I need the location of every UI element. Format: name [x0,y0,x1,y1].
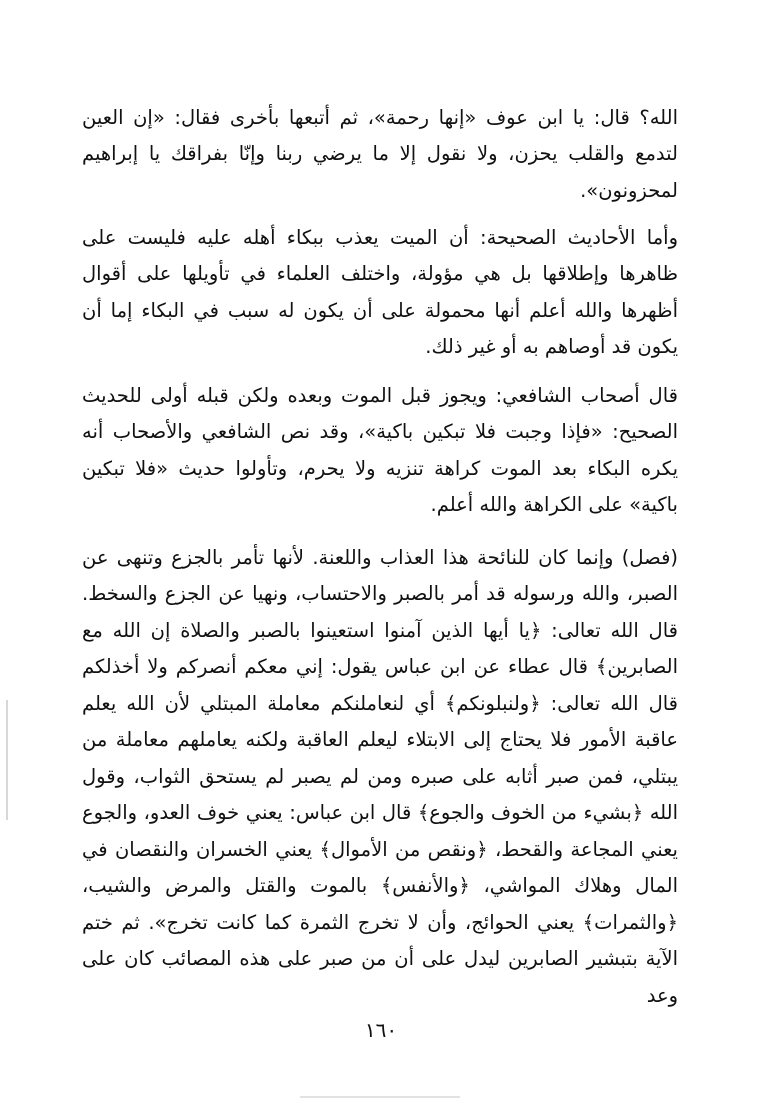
paragraph-4: (فصل) وإنما كان للنائحة هذا العذاب واللعنة. لأنها تأمر بالجزع وتنهى عن الصبر، والله ورسوله قد أمر بالصبر والاحتساب، ونهيا عن الجزع والسخط. قال الله تعالى: ﴿يا أيها الذين آمنوا استعينوا بالصبر والصلاة إن الله مع الصابرين﴾ قال عطاء عن ابن عباس يقول: إني معكم أنصركم ولا أخذلكم قال الله تعالى: ﴿ولنبلونكم﴾ أي لنعاملنكم معاملة المبتلي لأن الله يعلم عاقبة الأمور فلا يحتاج إلى الابتلاء ليعلم العاقبة ولكنه يعاملهم معاملة من يبتلي، فمن صبر أثابه على صبره ومن لم يصبر لم يستحق الثواب، وقول الله ﴿بشيء من الخوف والجوع﴾ قال ابن عباس: يعني خوف العدو، والجوع يعني المجاعة والقحط، ﴿ونقص من الأموال﴾ يعني الخسران والنقصان في المال وهلاك المواشي، ﴿والأنفس﴾ بالموت والقتل والمرض والشيب، ﴿والثمرات﴾ يعني الحوائج، وأن لا تخرج الثمرة كما كانت تخرج». ثم ختم الآية بتبشير الصابرين ليدل على أن من صبر على هذه المصائب كان على وعد [82,545,678,1007]
page-number: ١٦٠ [364,1018,398,1042]
paragraph-3: قال أصحاب الشافعي: ويجوز قبل الموت وبعده ولكن قبله أولى للحديث الصحيح: «فإذا وجبت فلا تبكين باكية»، وقد نص الشافعي والأصحاب أنه يكره البكاء بعد الموت كراهة تنزيه ولا يحرم، وتأولوا حديث «فلا تبكين باكية» على الكراهة والله أعلم. [82,383,678,516]
scan-bottom-mark [300,1096,460,1098]
scan-edge-mark [6,700,8,820]
paragraph-1: الله؟ قال: يا ابن عوف «إنها رحمة»، ثم أتبعها بأخرى فقال: «إن العين لتدمع والقلب يحزن، ولا نقول إلا ما يرضي ربنا وإنّا بفراقك يا إبراهيم لمحزونون». [82,105,678,202]
paragraph-2: وأما الأحاديث الصحيحة: أن الميت يعذب ببكاء أهله عليه فليست على ظاهرها وإطلاقها بل هي مؤولة، واختلف العلماء في تأويلها على أقوال أظهرها والله أعلم أنها محمولة على أن يكون له سبب في البكاء إما أن يكون قد أوصاهم به أو غير ذلك. [82,225,678,358]
